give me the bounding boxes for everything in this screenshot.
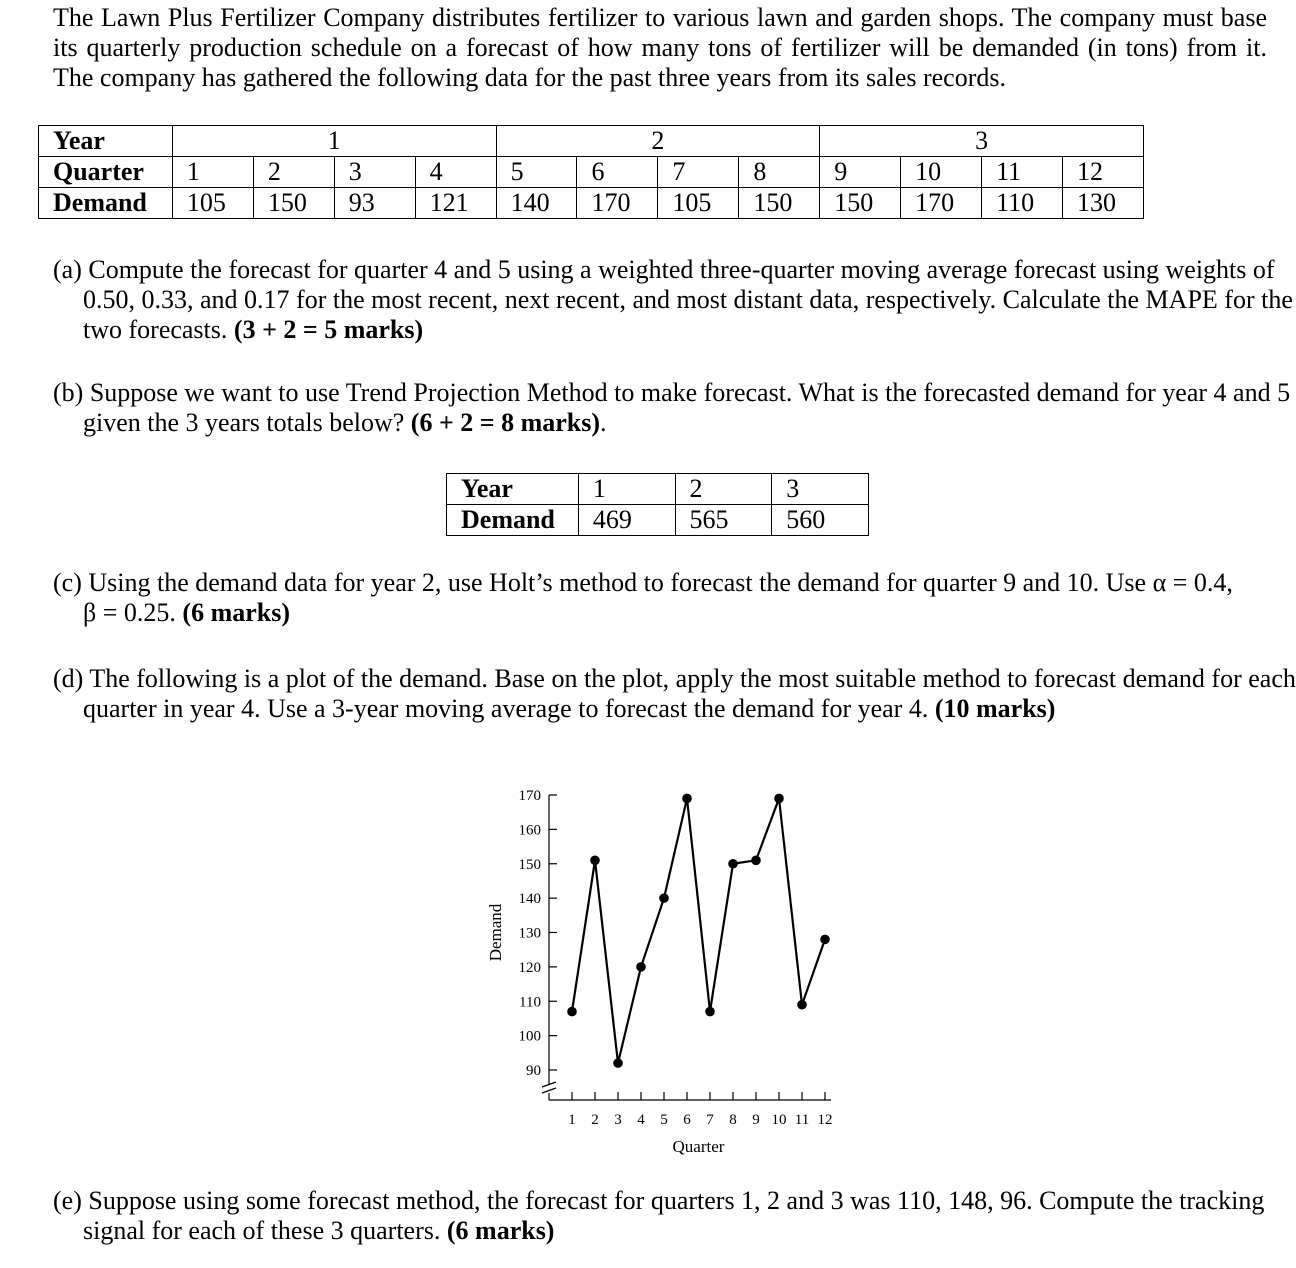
data-point [567, 1007, 577, 1017]
x-tick-label: 1 [568, 1112, 576, 1128]
quarter-cell: 7 [658, 157, 739, 188]
y-tick-label: 140 [518, 891, 541, 908]
x-tick-label: 5 [660, 1112, 668, 1128]
year-cell: 2 [496, 126, 820, 157]
data-point [705, 1007, 715, 1017]
year-totals-table [446, 473, 869, 536]
year-cell: 3 [772, 474, 869, 505]
demand-cell: 105 [172, 188, 253, 219]
total-cell: 469 [578, 505, 675, 536]
quarter-demand-table [38, 125, 1144, 219]
data-point [636, 962, 646, 972]
question-d [53, 664, 1296, 724]
data-point [728, 859, 738, 869]
data-point [820, 935, 830, 945]
question-e-text: (e) Suppose using some forecast method, the forecast for quarters 1, 2 and 3 was 110, 148, 96. Compute the tracking signal for each of these 3 quarters. [53, 1186, 1265, 1245]
question-b-tail: . [600, 408, 607, 437]
demand-cell: 140 [496, 188, 577, 219]
question-b [53, 378, 1296, 438]
y-tick-label: 120 [518, 959, 541, 976]
y-tick-label: 110 [519, 994, 541, 1011]
x-tick-label: 2 [591, 1112, 599, 1128]
x-tick-label: 11 [794, 1112, 810, 1128]
intro-paragraph: The Lawn Plus Fertilizer Company distributes fertilizer to various lawn and garden shops. The company must base its quarterly production schedule on a forecast of how many tons of fertilizer will be demanded (in tons) from it. The company has gathered the following data for the past three years from its sales records. [53, 3, 1267, 92]
x-tick-label: 7 [706, 1112, 714, 1128]
demand-line-chart [470, 775, 850, 1165]
year-label: Year [447, 474, 579, 505]
quarter-cell: 11 [982, 157, 1063, 188]
quarter-cell: 6 [577, 157, 658, 188]
question-b-marks: (6 + 2 = 8 marks) [410, 408, 601, 437]
quarter-row [39, 157, 1144, 188]
question-a-marks: (3 + 2 = 5 marks) [233, 315, 424, 344]
demand-label: Demand [447, 505, 579, 536]
question-a-text: (a) Compute the forecast for quarter 4 and 5 using a weighted three-quarter moving average forecast using weights of 0.50, 0.33, and 0.17 for the most recent, next recent, and most distant data, respectively. Calculate the MAPE for the two forecasts. [53, 255, 1293, 344]
demand-cell: 150 [739, 188, 820, 219]
quarter-cell: 1 [172, 157, 253, 188]
question-e [53, 1186, 1273, 1246]
y-tick-label: 160 [518, 822, 541, 839]
data-point [590, 856, 600, 866]
year-row [39, 126, 1144, 157]
y-axis-label: Demand [486, 903, 505, 962]
chart-points [567, 794, 830, 1068]
quarter-cell: 4 [415, 157, 496, 188]
demand-cell: 170 [577, 188, 658, 219]
quarter-cell: 2 [253, 157, 334, 188]
y-tick-label: 130 [518, 925, 541, 942]
demand-cell: 110 [982, 188, 1063, 219]
question-d-marks: (10 marks) [934, 694, 1056, 723]
year-cell: 1 [578, 474, 675, 505]
demand-cell: 150 [820, 188, 901, 219]
x-tick-label: 9 [752, 1112, 760, 1128]
year-label: Year [39, 126, 173, 157]
year-totals-year-row [447, 474, 869, 505]
y-tick-label: 150 [518, 856, 541, 873]
demand-cell: 121 [415, 188, 496, 219]
x-tick-label: 10 [771, 1112, 787, 1128]
x-tick-label: 12 [817, 1112, 833, 1128]
x-tick-label: 4 [637, 1112, 645, 1128]
y-tick-label: 90 [526, 1063, 541, 1079]
demand-row [39, 188, 1144, 219]
quarter-cell: 8 [739, 157, 820, 188]
x-tick-label: 3 [614, 1112, 622, 1128]
x-tick-label: 6 [683, 1112, 691, 1128]
total-cell: 565 [675, 505, 772, 536]
year-cell: 2 [675, 474, 772, 505]
demand-cell: 150 [253, 188, 334, 219]
data-point [682, 794, 692, 804]
demand-cell: 170 [901, 188, 982, 219]
question-c-marks: (6 marks) [182, 598, 290, 627]
question-d-text: (d) The following is a plot of the demand. Base on the plot, apply the most suitable method to forecast demand for each quarter in year 4. Use a 3-year moving average to forecast the demand for year 4. [53, 664, 1296, 723]
quarter-cell: 10 [901, 157, 982, 188]
demand-series-line [572, 798, 825, 1063]
data-point [774, 794, 784, 804]
question-c-text: (c) Using the demand data for year 2, use Holt’s method to forecast the demand for quarter 9 and 10. Use α = 0.4, β = 0.25. [53, 568, 1233, 627]
chart-axes [486, 788, 833, 1156]
total-cell: 560 [772, 505, 869, 536]
question-e-marks: (6 marks) [446, 1216, 555, 1245]
demand-cell: 130 [1063, 188, 1144, 219]
chart-series [572, 798, 825, 1063]
demand-cell: 105 [658, 188, 739, 219]
demand-label: Demand [39, 188, 173, 219]
axis-break-mark [542, 1088, 556, 1093]
question-b-text: (b) Suppose we want to use Trend Projection Method to make forecast. What is the forecasted demand for year 4 and 5 given the 3 years totals below? [53, 378, 1291, 437]
question-c [53, 568, 1243, 628]
data-point [659, 893, 669, 903]
question-a [53, 255, 1296, 345]
demand-cell: 93 [334, 188, 415, 219]
data-point [613, 1058, 623, 1068]
quarter-label: Quarter [39, 157, 173, 188]
quarter-cell: 9 [820, 157, 901, 188]
year-cell: 1 [172, 126, 496, 157]
year-cell: 3 [820, 126, 1144, 157]
data-point [751, 856, 761, 866]
x-axis-label: Quarter [672, 1137, 725, 1156]
quarter-cell: 12 [1063, 157, 1144, 188]
y-tick-label: 170 [518, 788, 541, 804]
x-tick-label: 8 [729, 1112, 737, 1128]
quarter-cell: 5 [496, 157, 577, 188]
quarter-cell: 3 [334, 157, 415, 188]
year-totals-demand-row [447, 505, 869, 536]
y-tick-label: 100 [518, 1028, 541, 1045]
data-point [797, 1000, 807, 1010]
